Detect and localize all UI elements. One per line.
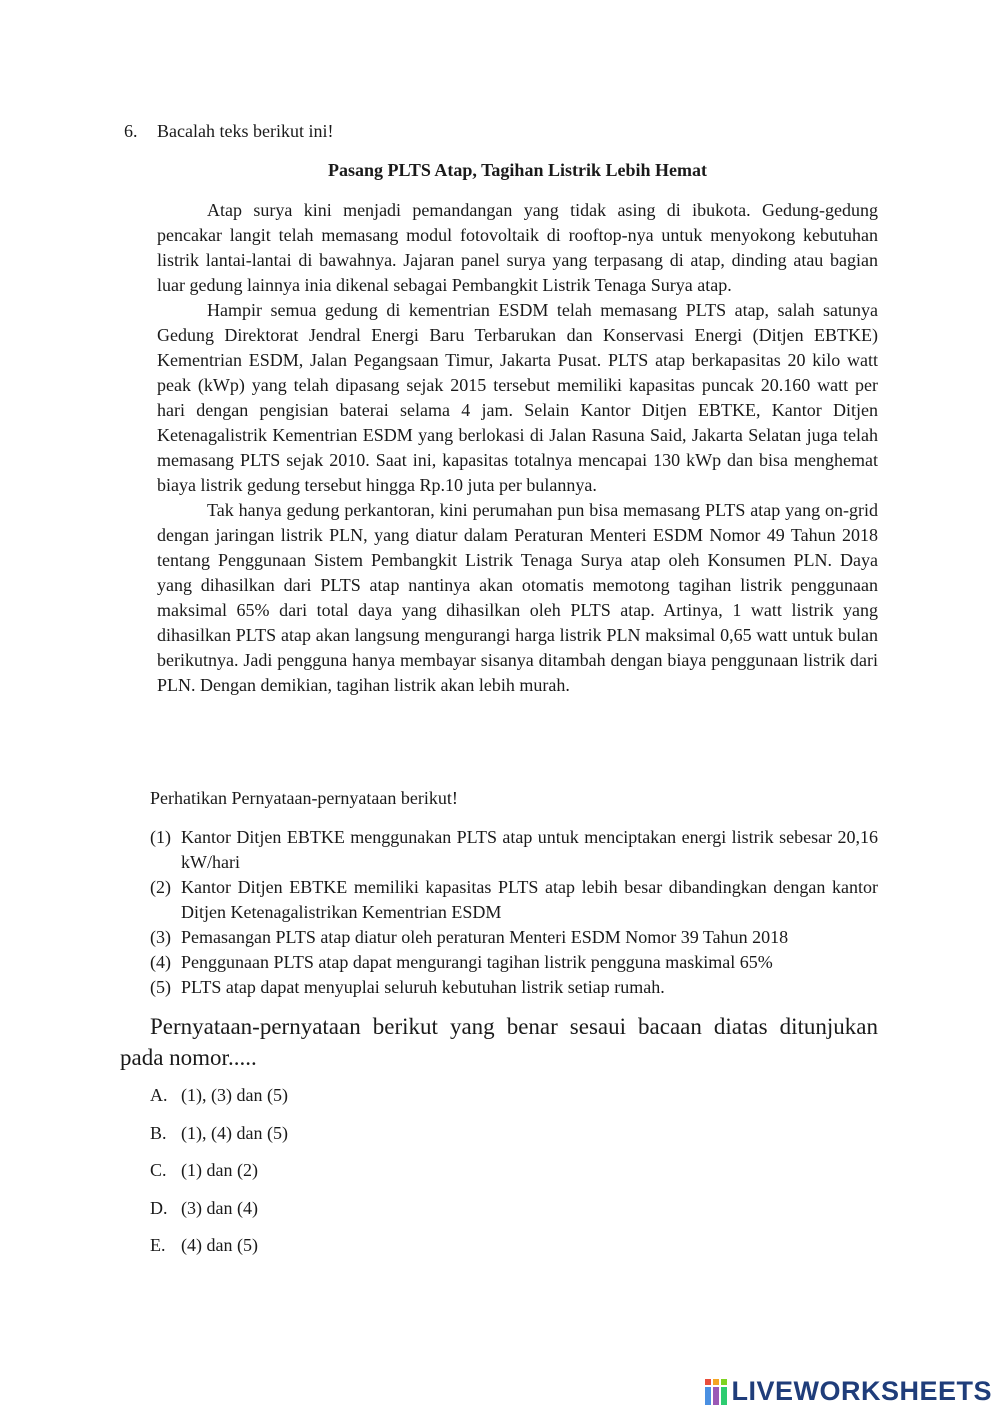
article-paragraph: Atap surya kini menjadi pemandangan yang tidak asing di ibukota. Gedung-gedung pencakar langit telah memasang modul fotovoltaik di rooftop-nya untuk menyokong kebutuhan listrik lantai-lantai di bawahnya. Jajaran panel surya yang terpasang di atap, dinding atau bagian luar gedung lainnya inia dikenal sebagai Pembangkit Listrik Tenaga Surya atap. bbox=[157, 200, 878, 295]
statement-item bbox=[150, 950, 878, 975]
answer-option-e[interactable] bbox=[150, 1233, 288, 1271]
statement-text: Pemasangan PLTS atap diatur oleh peraturan Menteri ESDM Nomor 39 Tahun 2018 bbox=[181, 927, 789, 947]
liveworksheets-brand bbox=[705, 1376, 992, 1407]
statement-text: Kantor Ditjen EBTKE memiliki kapasitas PLTS atap lebih besar dibandingkan dengan kantor Ditjen Ketenagalistrikan Kementrian ESDM bbox=[181, 877, 878, 922]
liveworksheets-logo-icon bbox=[705, 1379, 727, 1405]
answer-option-b[interactable] bbox=[150, 1121, 288, 1159]
statement-text: Penggunaan PLTS atap dapat mengurangi tagihan listrik pengguna maskimal 65% bbox=[181, 952, 773, 972]
answer-option-c[interactable] bbox=[150, 1158, 288, 1196]
statement-number: (3) bbox=[150, 927, 171, 947]
statements-prompt: Perhatikan Pernyataan-pernyataan berikut! bbox=[150, 788, 458, 808]
statement-number: (1) bbox=[150, 827, 171, 847]
main-question: Pernyataan-pernyataan berikut yang benar sesaui bacaan diatas ditunjukan pada nomor..... bbox=[120, 1014, 878, 1070]
statement-number: (2) bbox=[150, 877, 171, 897]
statement-text: Kantor Ditjen EBTKE menggunakan PLTS atap untuk menciptakan energi listrik sebesar 20,16 kW/hari bbox=[181, 827, 878, 872]
question-header bbox=[124, 121, 333, 142]
statement-item bbox=[150, 975, 878, 1000]
option-letter: E. bbox=[150, 1235, 166, 1255]
article-paragraph: Tak hanya gedung perkantoran, kini perumahan pun bisa memasang PLTS atap yang on-grid dengan jaringan listrik PLN, yang diatur dalam Peraturan Menteri ESDM Nomor 49 Tahun 2018 tentang Penggunaan Sistem Pembangkit Listrik Tenaga Surya atap oleh Konsumen PLN. Daya yang dihasilkan dari PLTS atap nantinya akan otomatis memotong tagihan listrik penggunaan maksimal 65% dari total daya yang dihasilkan oleh PLTS atap. Artinya, 1 watt listrik yang dihasilkan PLTS atap akan langsung mengurangi harga listrik PLN maksimal 0,65 watt untuk bulan berikutnya. Jadi pengguna hanya membayar sisanya ditambah dengan biaya penggunaan listrik dari PLN. Dengan demikian, tagihan listrik akan lebih murah. bbox=[157, 500, 878, 695]
statement-text: PLTS atap dapat menyuplai seluruh kebutuhan listrik setiap rumah. bbox=[181, 977, 665, 997]
statement-number: (4) bbox=[150, 952, 171, 972]
option-letter: B. bbox=[150, 1122, 167, 1143]
option-text: (3) dan (4) bbox=[181, 1197, 258, 1218]
statement-item bbox=[150, 925, 878, 950]
answer-option-a[interactable] bbox=[150, 1083, 288, 1121]
statement-item bbox=[150, 875, 878, 925]
option-letter: A. bbox=[150, 1085, 168, 1105]
option-text: (1) dan (2) bbox=[181, 1160, 258, 1180]
option-letter: D. bbox=[150, 1197, 168, 1218]
brand-wordmark: LIVEWORKSHEETS bbox=[731, 1376, 992, 1406]
article-body bbox=[157, 198, 878, 698]
answer-options bbox=[150, 1083, 288, 1271]
statement-item bbox=[150, 825, 878, 875]
statement-number: (5) bbox=[150, 977, 171, 997]
option-letter: C. bbox=[150, 1160, 167, 1180]
option-text: (1), (3) dan (5) bbox=[181, 1085, 288, 1105]
option-text: (1), (4) dan (5) bbox=[181, 1122, 288, 1143]
article-paragraph: Hampir semua gedung di kementrian ESDM telah memasang PLTS atap, salah satunya Gedung Direktorat Jendral Energi Baru Terbarukan dan Konservasi Energi (Ditjen EBTKE) Kementrian ESDM, Jalan Pegangsaan Timur, Jakarta Pusat. PLTS atap berkapasitas 20 kilo watt peak (kWp) yang telah dipasang sejak 2015 tersebut memiliki kapasitas puncak 20.160 watt per hari dengan pengisian baterai selama 4 jam. Selain Kantor Ditjen EBTKE, Kantor Ditjen Ketenagalistrik Kementrian ESDM yang berlokasi di Jalan Rasuna Said, Jakarta Selatan juga telah memasang PLTS sejak 2010. Saat ini, kapasitas totalnya mencapai 130 kWp dan bisa menghemat biaya listrik gedung tersebut hingga Rp.10 juta per bulannya. bbox=[157, 300, 878, 495]
question-instruction: Bacalah teks berikut ini! bbox=[157, 121, 334, 141]
answer-option-d[interactable] bbox=[150, 1196, 288, 1234]
article-title: Pasang PLTS Atap, Tagihan Listrik Lebih Hemat bbox=[328, 160, 707, 180]
statement-list bbox=[150, 825, 878, 1000]
question-number: 6. bbox=[124, 121, 138, 141]
option-text: (4) dan (5) bbox=[181, 1235, 258, 1255]
